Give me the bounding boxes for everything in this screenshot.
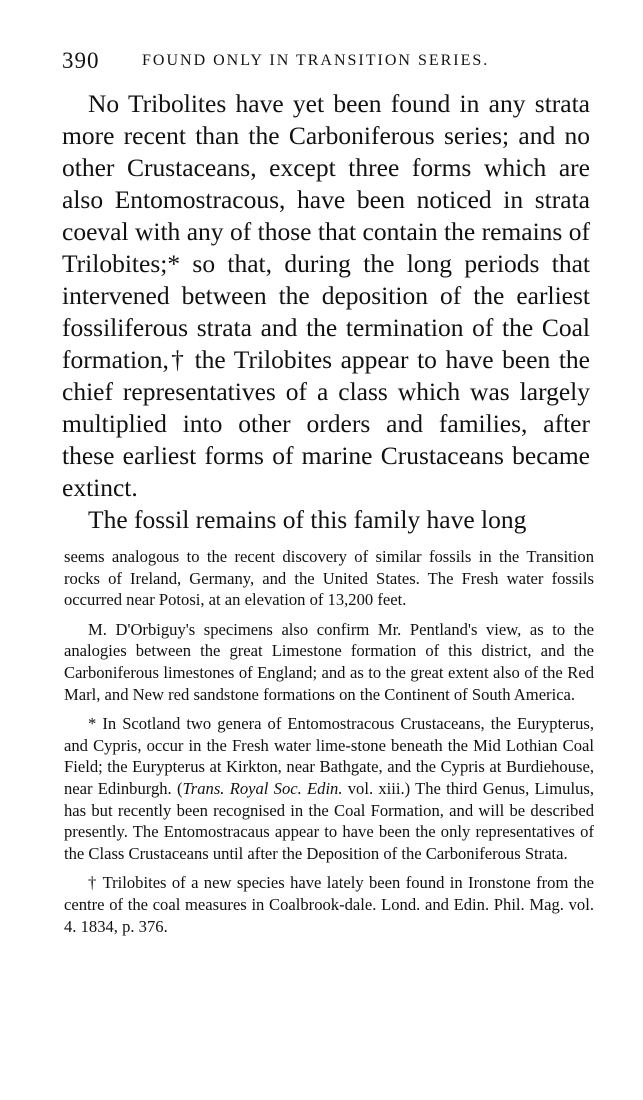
footnote-text: * In Scotland two genera of Entomostracous Crustaceans, the Eurypterus, and Cypris, occur in the Fresh water lime-stone beneath the Mid Lothian Coal Field; the Eurypterus at Kirkton, near Bathgate, and the Cypris at Burdiehouse, near Edinburgh. ( (64, 714, 594, 798)
footnote-paragraph: M. D'Orbiguy's specimens also confirm Mr. Pentland's view, as to the analogies between the great Limestone formation of this district, and the Carboniferous limestones of England; and as to the great extent also of the Red Marl, and New red sandstone formations on the Continent of South America. (64, 619, 594, 704)
footnote-dagger: † Trilobites of a new species have lately been found in Ironstone from the centre of the coal measures in Coalbrook-dale. Lond. and Edin. Phil. Mag. vol. 4. 1834, p. 376. (64, 873, 594, 936)
footnote-text: vol. xiii.) The third Genus, Limulus, has but recently been recognised in the Coal Formation, and will be described presently. The Entomostracaus appear to have been the only representatives of the Class Crustaceans until after the Deposition of the Carboniferous Strata. (64, 778, 594, 863)
body-paragraph: No Tribolites have yet been found in any strata more recent than the Carboniferous series; and no other Crustaceans, except three forms which are also Entomostracous, have been noticed in strata coeval with any of those that contain the remains of Trilobites;* so that, during the long periods that intervened between the deposition of the earliest fossiliferous strata and the termination of the Coal formation,† the Trilobites appear to have been the chief representatives of a class which was largely multiplied into other orders and families, after these earliest forms of marine Crustaceans became extinct. (62, 89, 590, 502)
footnotes (64, 546, 594, 945)
main-text (62, 88, 590, 536)
running-head: FOUND ONLY IN TRANSITION SERIES. (142, 52, 490, 69)
footnote-continuation: seems analogous to the recent discovery of similar fossils in the Transition rocks of Ireland, Germany, and the United States. The Fresh water fossils occurred near Potosi, at an elevation of 13,200 feet. (64, 547, 594, 610)
body-paragraph: The fossil remains of this family have long (88, 505, 527, 534)
footnote-star (64, 713, 594, 864)
page-header (62, 46, 602, 76)
page-number: 390 (62, 48, 100, 73)
footnote-citation: Trans. Royal Soc. Edin. (182, 778, 343, 798)
